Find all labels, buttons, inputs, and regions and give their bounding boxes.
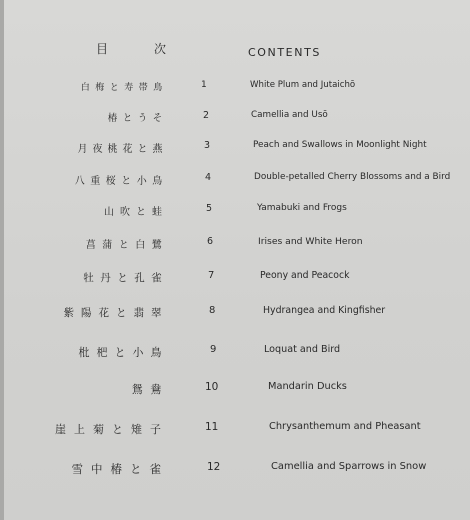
entry-title-japanese-char: 鳥 (150, 346, 162, 359)
entry-title-english: Peach and Swallows in Moonlight Night (253, 140, 427, 150)
entry-title-japanese-char: 鴦 (150, 383, 162, 396)
entry-title-japanese (68, 461, 166, 477)
entry-number: 10 (205, 381, 219, 393)
entry-title-english: White Plum and Jutaichō (250, 80, 356, 90)
toc-entry (0, 140, 470, 156)
entry-title-japanese (72, 172, 165, 187)
entry-number: 3 (204, 140, 211, 151)
entry-title-japanese-char: 八 (74, 176, 85, 187)
entry-title-japanese-char: と (136, 207, 146, 218)
toc-entry (0, 421, 470, 437)
entry-title-japanese (128, 381, 165, 397)
entry-title-japanese-char: 桃 (107, 144, 118, 155)
entry-title-english: Chrysanthemum and Pheasant (269, 421, 421, 432)
entry-number: 12 (207, 461, 221, 473)
entry-title-english: Yamabuki and Frogs (257, 203, 347, 213)
entry-number: 6 (207, 236, 214, 247)
toc-entry (0, 270, 470, 286)
entry-title-japanese-char: 雉 (131, 423, 142, 436)
entry-title-japanese-char: 小 (136, 176, 147, 187)
entry-title-japanese (75, 140, 165, 155)
entry-title-japanese-char: 吹 (120, 207, 130, 218)
entry-title-japanese-char: 菖 (85, 240, 96, 251)
entry-title-japanese-char: と (121, 176, 132, 187)
entry-number: 1 (201, 80, 207, 90)
page-edge-shadow (0, 0, 4, 520)
entry-title-japanese-char: と (114, 346, 126, 359)
toc-entry (0, 344, 470, 360)
entry-title-japanese (101, 203, 165, 218)
toc-entry (0, 381, 470, 397)
entry-number: 8 (209, 305, 216, 316)
entry-title-japanese-char: 鷺 (151, 240, 162, 251)
entry-title-english: Mandarin Ducks (268, 381, 347, 392)
entry-title-japanese-char: 花 (98, 307, 109, 319)
entry-number: 7 (208, 270, 215, 281)
entry-title-japanese (105, 110, 165, 124)
entry-title-japanese-char: 雀 (151, 272, 162, 284)
entry-title-english: Camellia and Sparrows in Snow (271, 461, 427, 472)
entry-title-english: Camellia and Usō (251, 110, 328, 120)
entry-title-japanese-char: う (137, 113, 148, 124)
entry-title-japanese-char: と (130, 462, 142, 476)
entry-title-japanese-char: 牡 (83, 272, 94, 284)
toc-entry (0, 172, 470, 188)
entry-title-japanese-char: 鳥 (153, 83, 163, 93)
entry-title-english: Hydrangea and Kingfisher (263, 305, 386, 316)
entry-title-japanese-char: と (118, 240, 129, 251)
entry-number: 4 (205, 172, 212, 183)
entry-title-japanese-char: 杷 (96, 346, 108, 359)
entry-title-english: Double-petalled Cherry Blossoms and a Bird (254, 172, 451, 182)
entry-title-japanese-char: と (122, 113, 133, 124)
entry-title-japanese-char: 椿 (107, 113, 118, 124)
entry-title-japanese-char: 梅 (95, 83, 105, 93)
entry-title-japanese-char: 子 (150, 423, 161, 436)
entry-title-english: Irises and White Heron (258, 236, 363, 247)
entry-title-japanese-char: 雀 (149, 462, 161, 476)
toc-entry (0, 80, 470, 96)
entry-title-english: Loquat and Bird (264, 344, 341, 355)
entry-title-japanese-char: 蒲 (102, 240, 113, 251)
entry-number: 11 (205, 421, 219, 433)
heading-japanese (96, 40, 166, 57)
entry-title-japanese-char: 雪 (71, 462, 83, 476)
entry-title-japanese-char: 枇 (78, 346, 90, 359)
entry-title-japanese-char: 上 (74, 423, 85, 436)
entry-title-japanese-char: 中 (91, 462, 103, 476)
entry-title-japanese-char: と (117, 272, 128, 284)
entry-title-japanese-char: 小 (132, 346, 144, 359)
entry-title-japanese-char: と (112, 423, 123, 436)
entry-title-japanese-char: 桜 (105, 176, 116, 187)
entry-title-japanese-char: 山 (104, 207, 114, 218)
toc-entry (0, 110, 470, 126)
entry-title-japanese (51, 421, 165, 437)
entry-title-japanese-char: 翡 (133, 307, 144, 319)
entry-title-japanese-char: 帯 (138, 83, 148, 93)
entry-title-japanese-char: 翠 (151, 307, 162, 319)
entry-number: 5 (206, 203, 213, 214)
entry-number: 2 (203, 110, 210, 121)
entry-title-japanese-char: 紫 (63, 307, 74, 319)
entry-title-japanese (83, 236, 166, 251)
entry-title-japanese-char: 夜 (92, 144, 103, 155)
entry-title-japanese-char: 鳥 (152, 176, 163, 187)
entry-title-japanese-char: 菊 (93, 423, 104, 436)
toc-entry (0, 236, 470, 252)
entry-title-japanese (60, 305, 165, 320)
entry-number: 9 (210, 344, 217, 355)
entry-title-japanese-char: と (116, 307, 127, 319)
entry-title-japanese-char: と (137, 144, 148, 155)
entry-title-japanese-char: 孔 (134, 272, 145, 284)
entry-title-japanese-char: 白 (80, 83, 90, 93)
entry-title-japanese-char: 椿 (110, 462, 122, 476)
entry-title-japanese-char: 鴛 (131, 383, 143, 396)
entry-title-japanese-char: 崖 (55, 423, 66, 436)
entry-title-japanese (78, 80, 165, 93)
entry-title-japanese-char: 蛙 (152, 207, 162, 218)
entry-title-japanese-char: 丹 (100, 272, 111, 284)
entry-title-japanese-char: 花 (122, 144, 133, 155)
toc-entry (0, 305, 470, 321)
entry-title-japanese-char: 寿 (124, 83, 134, 93)
entry-title-japanese (75, 344, 165, 360)
heading-english: CONTENTS (248, 46, 321, 59)
entry-title-japanese-char: 白 (135, 240, 146, 251)
entry-title-japanese-char: 重 (90, 176, 101, 187)
toc-entry (0, 203, 470, 219)
heading-japanese-char: 目 (96, 42, 109, 56)
entry-title-japanese-char: と (109, 83, 119, 93)
entry-title-japanese-char: そ (152, 113, 163, 124)
entry-title-japanese-char: 燕 (152, 144, 163, 155)
entry-title-japanese (80, 270, 165, 285)
entry-title-english: Peony and Peacock (260, 270, 350, 281)
heading-japanese-char: 次 (153, 42, 166, 56)
entry-title-japanese-char: 陽 (81, 307, 92, 319)
entry-title-japanese-char: 月 (77, 144, 88, 155)
toc-entry (0, 461, 470, 477)
